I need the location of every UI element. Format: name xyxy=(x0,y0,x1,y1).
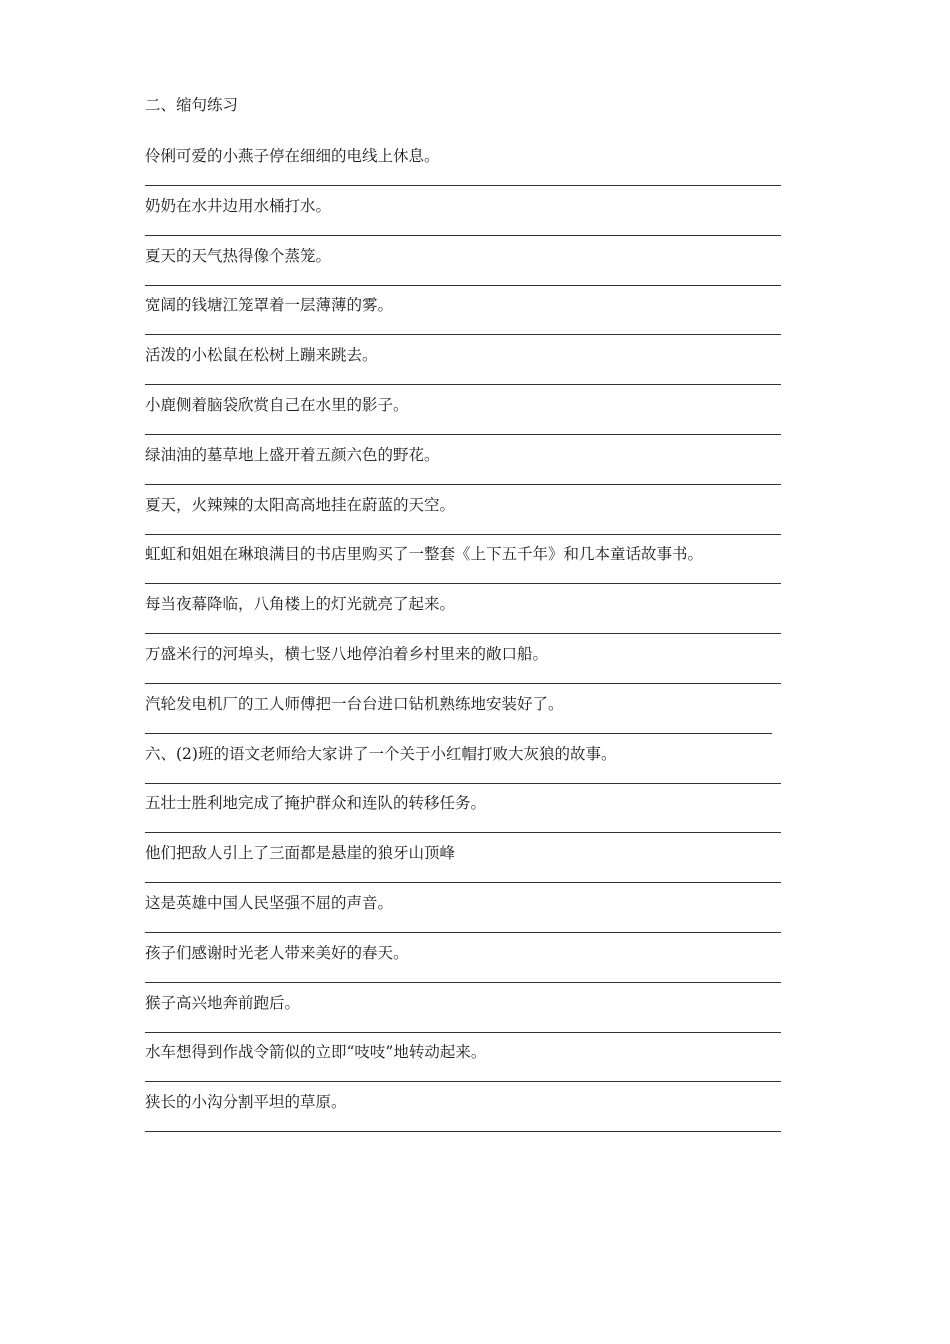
sentence-text: 宽阔的钱塘江笼罩着一层薄薄的雾。 xyxy=(145,296,394,315)
answer-line[interactable] xyxy=(145,334,781,335)
sentence-text: 孩子们感谢时光老人带来美好的春天。 xyxy=(145,943,409,962)
list-item xyxy=(145,594,785,644)
sentence-text: 万盛米行的河埠头，横七竖八地停泊着乡村里来的敞口船。 xyxy=(145,644,549,663)
sentence-text: 活泼的小松鼠在松树上蹦来跳去。 xyxy=(145,346,378,365)
answer-line[interactable] xyxy=(145,982,781,983)
sentence-text: 虹虹和姐姐在琳琅满目的书店里购买了一整套《上下五千年》和几本童话故事书。 xyxy=(145,545,704,564)
list-item xyxy=(145,744,785,794)
list-item xyxy=(145,345,785,395)
list-item xyxy=(145,445,785,495)
sentence-text: 这是英雄中国人民坚强不屈的声音。 xyxy=(145,893,394,912)
list-item xyxy=(145,544,785,594)
sentence-text: 小鹿侧着脑袋欣赏自己在水里的影子。 xyxy=(145,395,409,414)
answer-line[interactable] xyxy=(145,434,781,435)
answer-line[interactable] xyxy=(145,882,781,883)
sentence-text: 猴子高兴地奔前跑后。 xyxy=(145,993,301,1012)
list-item xyxy=(145,395,785,445)
sentence-text: 伶俐可爱的小燕子停在细细的电线上休息。 xyxy=(145,147,440,165)
answer-line[interactable] xyxy=(145,1131,781,1132)
sentence-text: 汽轮发电机厂的工人师傅把一台台进口钻机熟练地安装好了。 xyxy=(145,694,564,713)
answer-line[interactable] xyxy=(145,235,781,236)
sentence-text: 每当夜幕降临，八角楼上的灯光就亮了起来。 xyxy=(145,595,456,614)
sentence-text: 五壮士胜利地完成了掩护群众和连队的转移任务。 xyxy=(145,794,487,813)
answer-line[interactable] xyxy=(145,534,781,535)
list-item xyxy=(145,1092,785,1142)
list-item xyxy=(145,295,785,345)
list-item xyxy=(145,893,785,943)
answer-line[interactable] xyxy=(145,1032,781,1033)
list-item xyxy=(145,793,785,843)
sentence-text: 夏天，火辣辣的太阳高高地挂在蔚蓝的天空。 xyxy=(145,495,456,514)
list-item xyxy=(145,644,785,694)
list-item xyxy=(145,843,785,893)
list-item xyxy=(145,694,785,744)
sentence-text: 奶奶在水井边用水桶打水。 xyxy=(145,196,332,215)
answer-line[interactable] xyxy=(145,832,781,833)
sentence-text: 绿油油的墓草地上盛开着五颜六色的野花。 xyxy=(145,445,440,464)
list-item xyxy=(145,246,785,296)
sentence-text: 狭长的小沟分割平坦的草原。 xyxy=(145,1093,347,1112)
answer-line[interactable] xyxy=(145,185,781,186)
list-item xyxy=(145,943,785,993)
sentence-list xyxy=(145,146,785,1142)
answer-line[interactable] xyxy=(145,783,781,784)
list-item xyxy=(145,196,785,246)
answer-line[interactable] xyxy=(145,285,781,286)
section-title: 二、缩句练习 xyxy=(145,96,239,114)
list-item xyxy=(145,1042,785,1092)
answer-line[interactable] xyxy=(145,733,772,734)
answer-line[interactable] xyxy=(145,583,781,584)
answer-line[interactable] xyxy=(145,932,781,933)
list-item xyxy=(145,993,785,1043)
sentence-text: 他们把敌人引上了三面都是悬崖的狼牙山顶峰 xyxy=(145,844,456,863)
answer-line[interactable] xyxy=(145,1081,781,1082)
sentence-text: 六、(2)班的语文老师给大家讲了一个关于小红帽打败大灰狼的故事。 xyxy=(145,744,617,763)
answer-line[interactable] xyxy=(145,633,781,634)
sentence-text: 夏天的天气热得像个蒸笼。 xyxy=(145,246,332,265)
answer-line[interactable] xyxy=(145,384,781,385)
list-item xyxy=(145,495,785,545)
sentence-text: 水车想得到作战令箭似的立即“吱吱”地转动起来。 xyxy=(145,1043,487,1062)
answer-line[interactable] xyxy=(145,683,781,684)
answer-line[interactable] xyxy=(145,484,781,485)
list-item xyxy=(145,146,785,196)
